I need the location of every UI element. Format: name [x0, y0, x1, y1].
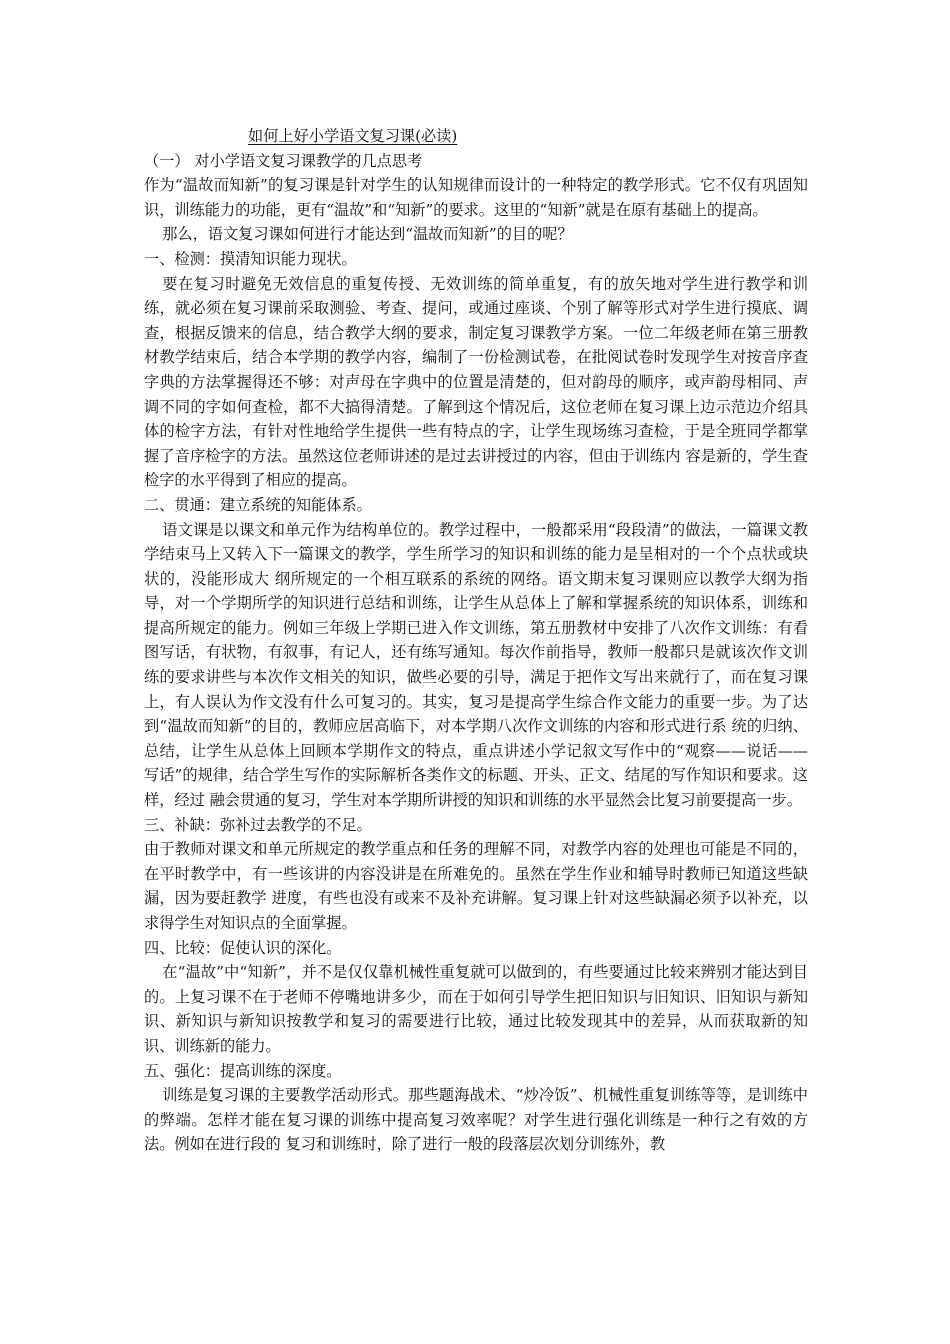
section-2-body: 语文课是以课文和单元作为结构单位的。教学过程中，一般都采用“段段清”的做法，一篇课文教学结束马上又转入下一篇课文的教学，学生所学习的知识和训练的能力是呈相对的一个个点状或块状的，没能形成大 纲所规定的一个相互联系的系统的网络。语文期末复习课则应以教学大纲为指导，对一个学期所学的知识进行总结和训练，让学生从总体上了解和掌握系统的知识体系，训练和提高所规定的能力。例如三年级上学期已进入作文训练，第五册教材中安排了八次作文训练：有看图写话，有状物，有叙事，有记人，还有练写通知。每次作前指导，教师一般都只是就该次作文训练的要求讲些与本次作文相关的知识，做些必要的引导，满足于把作文写出来就行了，而在复习课上，有人误认为作文没有什么可复习的。其实，复习是提高学生综合作文能力的重要一步。为了达到“温故而知新”的目的，教师应居高临下，对本学期八次作文训练的内容和形式进行系 统的归纳、总结，让学生从总体上回顾本学期作文的特点，重点讲述小学记叙文写作中的“观察——说话—— 写话”的规律，结合学生写作的实际解析各类作文的标题、开头、正文、结尾的写作知识和要求。这样，经过 融会贯通的复习，学生对本学期所讲授的知识和训练的水平显然会比复习前要提高一步。 — [144, 520, 808, 810]
section-5-body: 训练是复习课的主要教学活动形式。那些题海战术、“炒冷饭”、机械性重复训练等等，是训练中的弊端。怎样才能在复习课的训练中提高复习效率呢？对学生进行强化训练是一种行之有效的方法。例如在进行段的 复习和训练时，除了进行一般的段落层次划分训练外，教 — [144, 1086, 808, 1154]
document-subtitle: （一） 对小学语文复习课教学的几点思考 — [144, 151, 423, 170]
question-paragraph: 那么，语文复习课如何进行才能达到“温故而知新”的目的呢？ — [162, 225, 573, 244]
section-3-heading: 三、补缺：弥补过去教学的不足。 — [144, 815, 372, 834]
document-title: 如何上好小学语文复习课(必读) — [248, 127, 458, 145]
section-5-heading: 五、强化：提高训练的深度。 — [144, 1061, 342, 1080]
section-1-heading: 一、检测：摸清知识能力现状。 — [144, 249, 357, 268]
section-3-body: 由于教师对课文和单元所规定的教学重点和任务的理解不同，对教学内容的处理也可能是不同的，在平时教学中，有一些该讲的内容没讲是在所难免的。虽然在学生作业和辅导时教师已知道这些缺漏，因为要赶教学 进度，有些也没有或来不及补充讲解。复习课上针对这些缺漏必须予以补充，以求得学生对知识点的全面掌握。 — [144, 840, 808, 932]
section-4-body: 在“温故”中“知新”，并不是仅仅靠机械性重复就可以做到的，有些要通过比较来辨别才能达到目的。上复习课不在于老师不停嘴地讲多少，而在于如何引导学生把旧知识与旧知识、旧知识与新知识、新知识与新知识按教学和复习的需要进行比较，通过比较发现其中的差异，从而获取新的知识、训练新的能力。 — [144, 963, 808, 1055]
document-page — [144, 124, 808, 1157]
section-4-heading: 四、比较：促使认识的深化。 — [144, 938, 342, 957]
intro-paragraph: 作为“温故而知新”的复习课是针对学生的认知规律而设计的一种特定的教学形式。它不仅有巩固知识，训练能力的功能，更有“温故”和“知新”的要求。这里的“知新”就是在原有基础上的提高。 — [144, 176, 808, 219]
section-2-heading: 二、贯通：建立系统的知能体系。 — [144, 495, 372, 514]
section-1-body: 要在复习时避免无效信息的重复传授、无效训练的简单重复，有的放矢地对学生进行教学和训练，就必须在复习课前采取测验、考查、提问，或通过座谈、个别了解等形式对学生进行摸底、调查，根据反馈来的信息，结合教学大纲的要求，制定复习课教学方案。一位二年级老师在第三册教材教学结束后，结合本学期的教学内容，编制了一份检测试卷，在批阅试卷时发现学生对按音序查字典的方法掌握得还不够：对声母在字典中的位置是清楚的，但对韵母的顺序，或声韵母相同、声调不同的字如何查检，都不大搞得清楚。了解到这个情况后，这位老师在复习课上边示范边介绍具体的检字方法，有针对性地给学生提供一些有特点的字，让学生现场练习查检，于是全班同学都掌握了音序检字的方法。虽然这位老师讲述的是过去讲授过的内容，但由于训练内 容是新的，学生查检字的水平得到了相应的提高。 — [144, 274, 808, 490]
